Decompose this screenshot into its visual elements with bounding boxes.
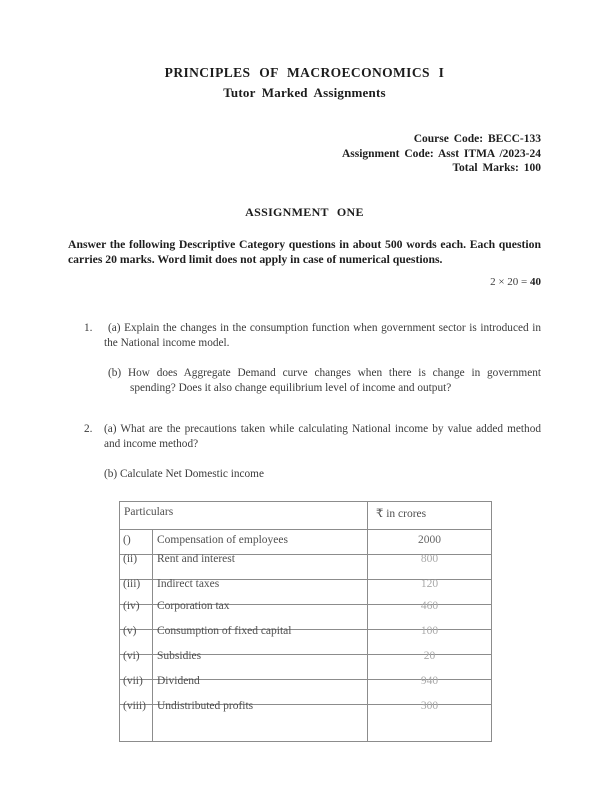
assignment-one-heading: ASSIGNMENT ONE xyxy=(245,204,364,219)
course-meta-block xyxy=(68,132,541,176)
row-value: 800 xyxy=(420,553,439,566)
question-2-number: 2. xyxy=(84,423,93,436)
row-value: 300 xyxy=(420,700,439,713)
row-label: Consumption of fixed capital xyxy=(157,625,292,638)
row-value: 460 xyxy=(420,600,439,613)
row-number: (viii) xyxy=(123,700,146,713)
row-number: () xyxy=(123,534,131,547)
column-header-particulars: Particulars xyxy=(124,506,174,519)
row-value: 100 xyxy=(420,625,439,638)
table-row xyxy=(120,554,491,579)
marks-value: 40 xyxy=(530,276,541,289)
marks-line xyxy=(68,276,541,288)
document-title: PRINCIPLES OF MACROECONOMICS I xyxy=(164,65,445,80)
row-number: (ii) xyxy=(123,553,138,566)
table-row xyxy=(120,700,491,741)
question-2-part-a: (a) What are the precautions taken while calculating National income by value added method and income method? xyxy=(104,423,541,451)
row-label: Indirect taxes xyxy=(157,578,220,591)
row-number: (vi) xyxy=(123,650,140,663)
instructions-paragraph: Answer the following Descriptive Category questions in about 500 words each. Each question carries 20 marks. Word limit does not apply in case of numerical questions. xyxy=(68,237,541,266)
row-value: 940 xyxy=(420,675,439,688)
row-label: Dividend xyxy=(157,675,200,688)
table-header-row xyxy=(120,502,491,529)
question-1 xyxy=(68,321,541,396)
question-1-body xyxy=(104,321,541,396)
row-label: Undistributed profits xyxy=(157,700,254,713)
row-number: (iv) xyxy=(123,600,140,613)
assignment-code: Assignment Code: Asst ITMA /2023-24 xyxy=(341,147,541,160)
total-marks: Total Marks: 100 xyxy=(452,162,541,175)
net-domestic-income-table xyxy=(119,501,492,742)
question-2 xyxy=(68,422,541,482)
row-number: (v) xyxy=(123,625,137,638)
question-2-part-b: (b) Calculate Net Domestic income xyxy=(104,468,264,481)
row-label: Corporation tax xyxy=(157,600,230,613)
question-1-part-b: (b) How does Aggregate Demand curve changes when there is change in government spending? Does it also change equilibrium level of income and output? xyxy=(108,367,541,395)
title-block xyxy=(68,62,541,103)
row-value: 2000 xyxy=(418,534,441,547)
course-code: Course Code: BECC-133 xyxy=(413,133,541,145)
row-label: Compensation of employees xyxy=(157,534,288,547)
row-label: Subsidies xyxy=(157,650,202,663)
question-1-number: 1. xyxy=(84,322,93,335)
row-number: (vii) xyxy=(123,675,143,688)
row-value: 120 xyxy=(420,578,439,591)
table-row xyxy=(120,529,491,554)
row-number: (iii) xyxy=(123,578,141,591)
marks-expression: 2 × 20 = xyxy=(490,276,530,289)
column-header-crores: ₹ in crores xyxy=(367,502,491,529)
document-subtitle: Tutor Marked Assignments xyxy=(223,85,386,100)
row-value: 20 xyxy=(423,650,436,663)
question-2-body xyxy=(104,422,541,482)
question-1-part-a: (a) Explain the changes in the consumption function when government sector is introduced in the National income model. xyxy=(104,322,541,350)
row-label: Rent and interest xyxy=(157,553,235,566)
